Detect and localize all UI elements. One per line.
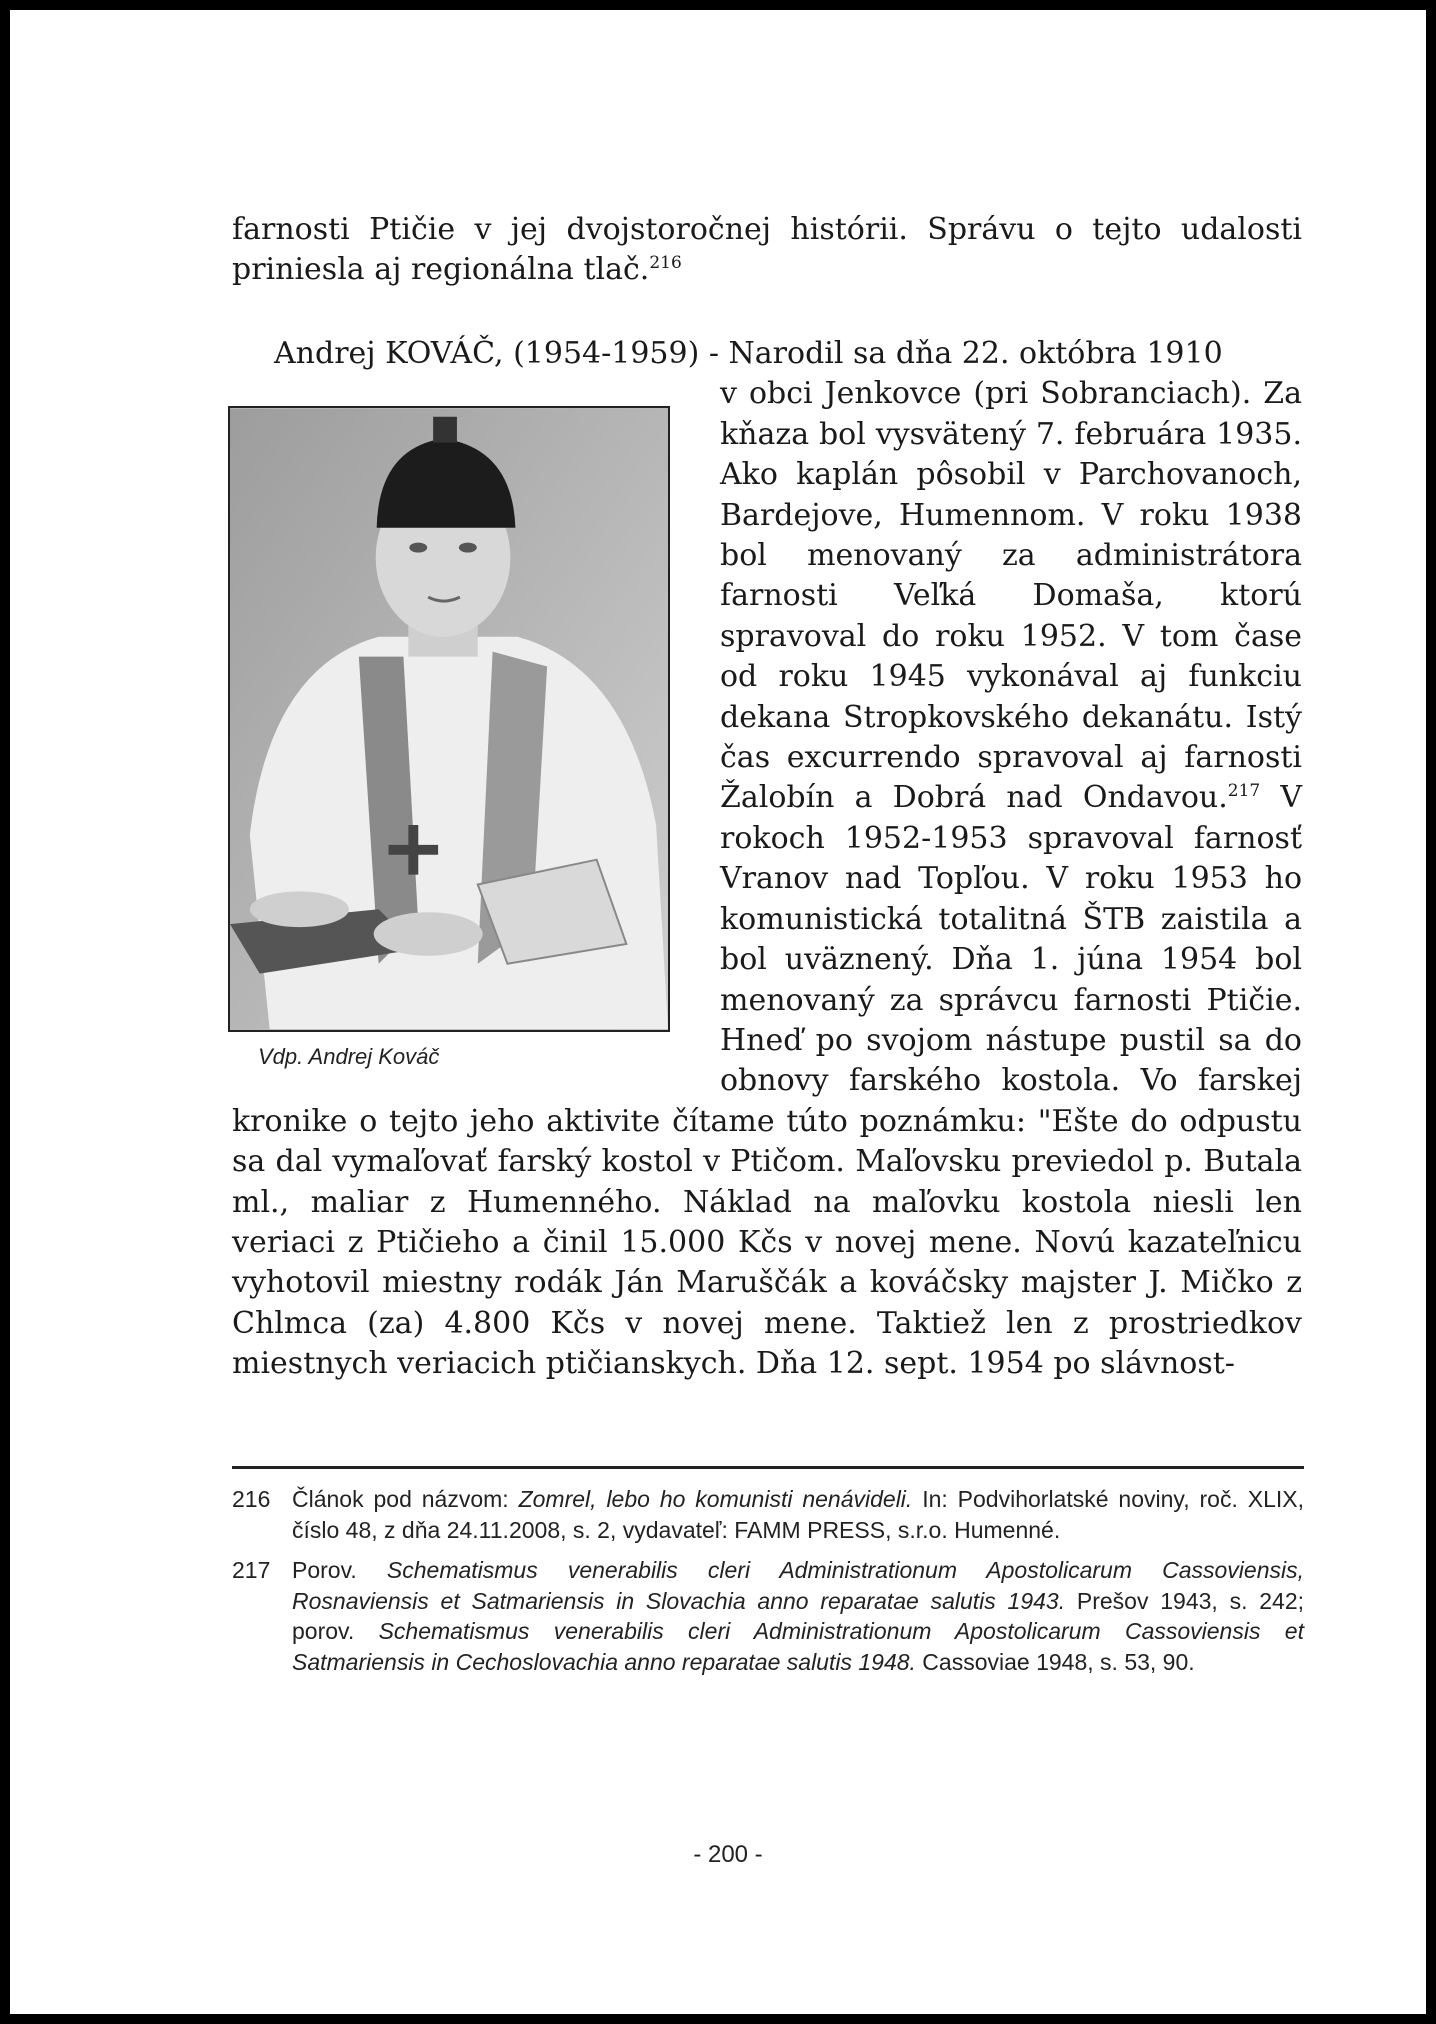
heading-dash: - — [699, 336, 729, 371]
paragraph-text: farnosti Ptičie v jej dvojstoročnej histórii. Správu o tejto udalosti priniesla aj regionálna tlač. — [232, 212, 1302, 288]
biography-text-1: v obci Jenkovce (pri Sobranciach). Za kňaza bol vysvätený 7. februára 1935. Ako kaplán pôsobil v Parchovanoch, Bardejove, Humennom. V roku 1938 bol menovaný za administrátora farnosti Veľká Domaša, ktorú spravoval do roku 1952. V tom čase od roku 1945 vykonával aj funkciu dekana Stropkovského dekanátu. Istý čas excurrendo spravoval aj farnosti Žalobín a Dobrá nad Ondavou. — [720, 376, 1302, 816]
footnote-divider — [232, 1466, 1304, 1469]
footnote-text — [292, 1555, 1304, 1677]
footnote-216 — [232, 1484, 1304, 1545]
priest-name: Andrej KOVÁČ, — [274, 336, 504, 371]
biography-heading — [274, 334, 1302, 374]
footnote-217 — [232, 1555, 1304, 1677]
paragraph-continuation — [232, 210, 1302, 291]
footnote-ref-217[interactable]: 217 — [1227, 781, 1261, 802]
footnote-text-part: In: Podvihorlatské noviny, roč. XLIX, číslo 48, z dňa 24.11.2008, s. 2, vydavateľ: FAMM PRESS, s.r.o. Humenné. — [292, 1486, 1304, 1543]
footnote-text-part: Prešov 1943, s. 242; porov. — [292, 1587, 1305, 1644]
biography-text-2: V rokoch 1952-1953 spravoval farnosť Vranov nad Topľou. V roku 1953 ho komunistická totalitná ŠTB zaistila a bol uväznený. Dňa 1. júna 1954 bol menovaný za správcu farnosti Ptičie. Hneď po svojom nástupe pustil sa do obnovy farského kostola. Vo farskej kronike o tejto jeho aktivite čítame túto poznámku: "Ešte do odpustu sa dal vymaľovať farský kostol v Ptičom. Maľovsku previedol p. Butala ml., maliar z Humenného. Náklad na maľovku kostola niesli len veriaci z Ptičieho a činil 15.000 Kčs v novej mene. Novú kazateľnicu vyhotovil miestny rodák Ján Maruščák a kováčsky majster J. Mičko z Chlmca (za) 4.800 Kčs v novej mene. Taktiež len z prostriedkov miestnych veriacich ptičianskych. Dňa 12. sept. 1954 po slávnost- — [232, 780, 1302, 1382]
footnote-text — [292, 1484, 1304, 1545]
footnote-ref-216[interactable]: 216 — [649, 253, 682, 274]
photo-caption: Vdp. Andrej Kováč — [258, 1044, 440, 1069]
footnote-number: 216 — [232, 1486, 271, 1512]
footnote-text-part: Porov. — [292, 1557, 387, 1583]
priest-photo — [228, 406, 670, 1032]
footnote-text-part: Cassoviae 1948, s. 53, 90. — [915, 1648, 1195, 1675]
priest-portrait-image — [230, 408, 668, 1030]
biography-intro: Narodil sa dňa 22. októbra 1910 — [728, 336, 1223, 371]
footnotes — [232, 1484, 1304, 1687]
footnote-title: Zomrel, lebo ho komunisti nenávideli. — [518, 1486, 913, 1512]
footnote-number: 217 — [232, 1557, 271, 1583]
footnote-title: Schematismus venerabilis cleri Administrationum Apostolicarum Cassoviensis, Rosnaviensis et Satmariensis in Slovachia anno reparatae salutis 1943. — [292, 1557, 1304, 1614]
footnote-text-part: Článok pod názvom: — [292, 1486, 519, 1512]
footnote-title: Schematismus venerabilis cleri Administrationum Apostolicarum Cassoviensis et Satmariensis in Cechoslovachia anno reparatae salutis 1948. — [292, 1618, 1304, 1675]
page-number: - 200 - — [693, 1841, 763, 1868]
tenure-years: (1954-1959) — [513, 336, 700, 371]
